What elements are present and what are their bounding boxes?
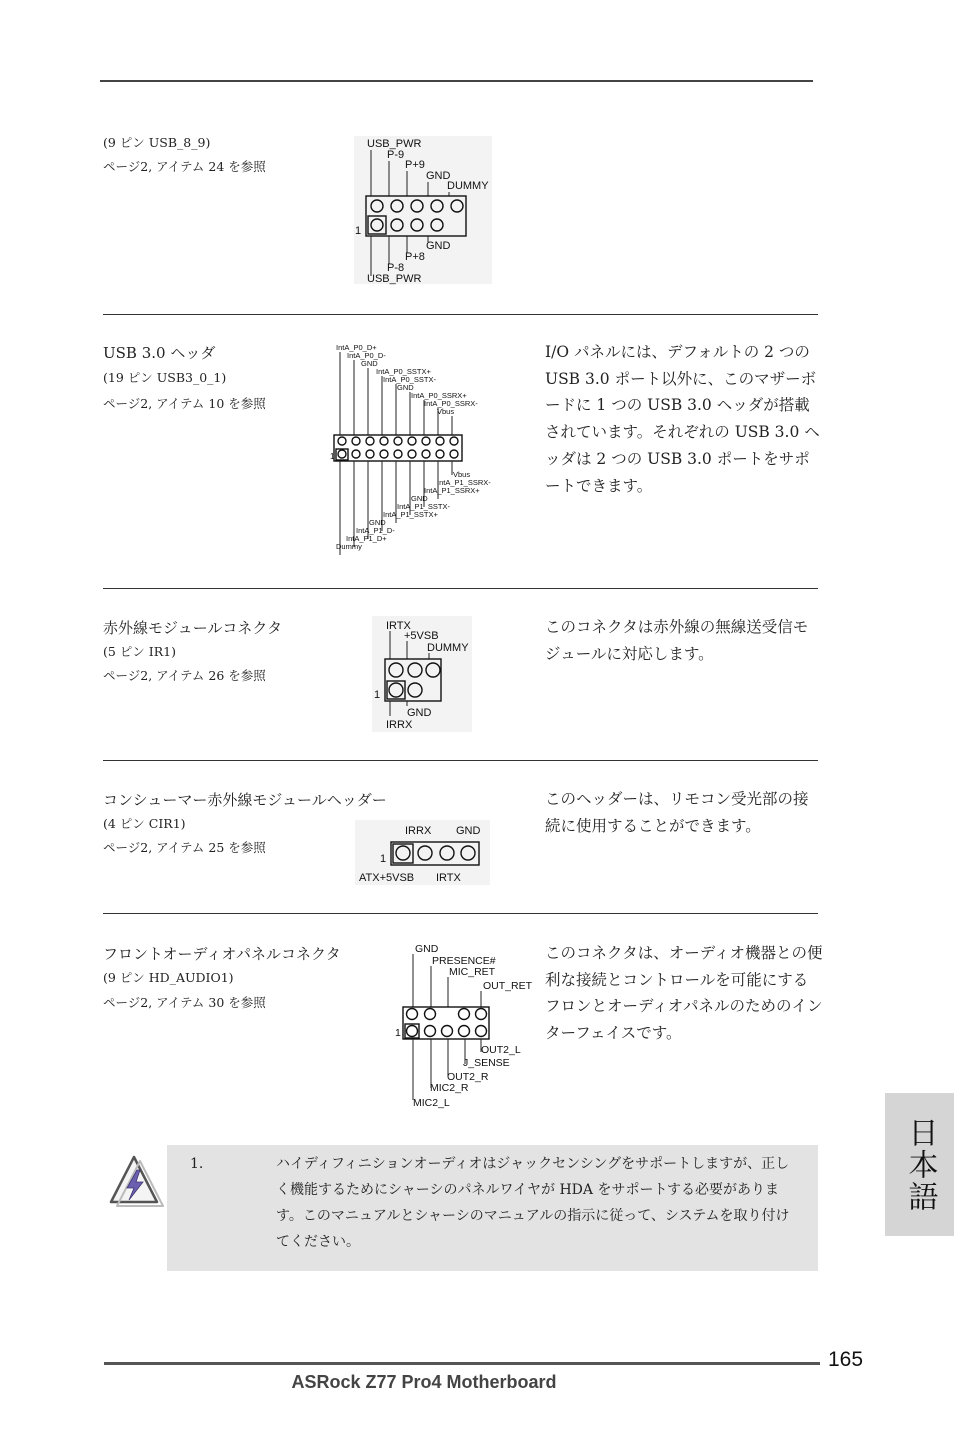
section-5-name: フロントオーディオパネルコネクタ — [103, 945, 341, 963]
diagram-label: GND — [456, 825, 481, 837]
section-4-ref: ページ2, アイテム 25 を参照 — [103, 840, 266, 855]
diagram-label: IntA_P0_SSRX+ — [411, 391, 467, 400]
diagram-label: DUMMY — [427, 642, 469, 654]
section-2-description: I/O パネルには、デフォルトの 2 つの USB 3.0 ポート以外に、このマザーボードに 1 つの USB 3.0 ヘッダが搭載されています。それぞれの USB 3.0 ヘッダは 2 つの USB 3.0 ポートをサポートできます。 — [545, 343, 820, 495]
section-2-name: USB 3.0 ヘッダ — [103, 344, 216, 362]
diagram-label: IntA_P1_SSTX+ — [383, 510, 438, 519]
pin1-label: 1 — [355, 225, 362, 237]
diagram-label: IntA_P1_SSRX+ — [424, 486, 480, 495]
section-3-ref: ページ2, アイテム 26 を参照 — [103, 668, 266, 683]
diagram-label: PRESENCE# — [432, 955, 496, 967]
section-5-ref: ページ2, アイテム 30 を参照 — [103, 995, 266, 1010]
diagram-label: IntA_P0_SSRX- — [424, 399, 478, 408]
diagram-label: IntA_P1_D- — [356, 526, 395, 535]
diagram-label: IntA_P1_D+ — [346, 534, 387, 543]
page-number: 165 — [828, 1348, 864, 1371]
diagram-label: GND — [361, 359, 378, 368]
diagram-label: IntA_P0_D- — [347, 351, 386, 360]
diagram-label: Vbus — [437, 407, 455, 416]
section-4-name: コンシューマー赤外線モジュールヘッダー — [103, 791, 387, 809]
pin1-label: 1 — [330, 452, 335, 461]
note-number: 1. — [190, 1156, 204, 1172]
diagram-label: J_SENSE — [463, 1057, 510, 1069]
diagram-label: USB_PWR — [367, 138, 422, 150]
note-text: ハイディフィニションオーディオはジャックセンシングをサポートしますが、正しく機能するためにシャーシのパネルワイヤが HDA をサポートする必要があります。このマニュアルとシャーシのマニュアルの指示に従って、システムを取り付けてください。 — [276, 1156, 790, 1250]
diagram-label: P+9 — [405, 159, 425, 171]
section-divider — [103, 314, 818, 315]
footer-title: ASRock Z77 Pro4 Motherboard — [291, 1372, 557, 1392]
diagram-label: GND — [407, 707, 432, 719]
diagram-label: IntA_P1_SSTX- — [397, 502, 450, 511]
header-pins — [338, 437, 458, 458]
cir-header-diagram — [355, 820, 490, 885]
diagram-label: GND — [426, 170, 451, 182]
diagram-label: MIC2_L — [413, 1097, 450, 1109]
section-divider — [103, 913, 818, 914]
section-3-description: このコネクタは赤外線の無線送受信モジュールに対応します。 — [545, 618, 809, 663]
diagram-label: Dummy — [336, 542, 362, 551]
warning-icon — [107, 1152, 169, 1210]
section-2-pins: (19 ピン USB3_0_1) — [103, 370, 227, 385]
diagram-label: P+8 — [405, 251, 425, 263]
language-label: 日本語 — [902, 1116, 938, 1213]
diagram-label: IRRX — [405, 825, 432, 837]
diagram-label: GND — [426, 240, 451, 252]
pin1-label: 1 — [395, 1027, 401, 1039]
diagram-label: GND — [411, 494, 428, 503]
diagram-label: Vbus — [453, 470, 471, 479]
pin1-label: 1 — [374, 689, 381, 701]
usb2-header-diagram — [354, 136, 492, 284]
audio-header-diagram — [393, 940, 533, 1110]
section-1-ref: ページ2, アイテム 24 を参照 — [103, 159, 266, 174]
diagram-label: IRRX — [386, 719, 413, 731]
diagram-label: MIC_RET — [449, 966, 496, 978]
diagram-label: DUMMY — [447, 180, 489, 192]
section-3-name: 赤外線モジュールコネクタ — [103, 619, 283, 637]
diagram-label: IntA_P0_D+ — [336, 343, 377, 352]
ir-header-diagram — [372, 616, 472, 732]
section-5-pins: (9 ピン HD_AUDIO1) — [103, 970, 234, 985]
diagram-label: +5VSB — [404, 630, 439, 642]
diagram-label: OUT2_L — [481, 1044, 521, 1056]
diagram-label: IntA_P0_SSTX- — [383, 375, 436, 384]
section-4-description: このヘッダーは、リモコン受光部の接続に使用することができます。 — [545, 790, 809, 835]
diagram-label: P-9 — [387, 149, 405, 161]
section-5-description: このコネクタは、オーディオ機器との便利な接続とコントロールを可能にするフロンとオーディオパネルのためのインターフェイスです。 — [545, 944, 823, 1043]
diagram-label: IRTX — [386, 620, 411, 632]
pin1-label: 1 — [380, 853, 387, 865]
diagram-label: OUT_RET — [483, 980, 533, 992]
section-divider — [103, 588, 818, 589]
diagram-label: USB_PWR — [367, 273, 422, 285]
diagram-label: IntA_P1_SSRX- — [437, 478, 491, 487]
diagram-label: IRTX — [436, 872, 461, 884]
section-2-ref: ページ2, アイテム 10 を参照 — [103, 396, 266, 411]
diagram-label: P-8 — [387, 262, 405, 274]
diagram-label: GND — [415, 943, 439, 955]
diagram-label: GND — [397, 383, 414, 392]
section-4-pins: (4 ピン CIR1) — [103, 816, 186, 831]
diagram-label: MIC2_R — [430, 1082, 469, 1094]
section-1-pins: (9 ピン USB_8_9) — [103, 135, 211, 150]
usb3-header-diagram — [330, 343, 492, 558]
diagram-label: GND — [369, 518, 386, 527]
section-divider — [103, 760, 818, 761]
section-3-pins: (5 ピン IR1) — [103, 644, 176, 659]
diagram-label: ATX+5VSB — [359, 872, 415, 884]
diagram-label: OUT2_R — [447, 1071, 489, 1083]
top-rule — [100, 80, 813, 82]
footer-rule — [104, 1362, 820, 1365]
language-side-tab — [885, 1093, 954, 1236]
diagram-label: IntA_P0_SSTX+ — [376, 367, 431, 376]
